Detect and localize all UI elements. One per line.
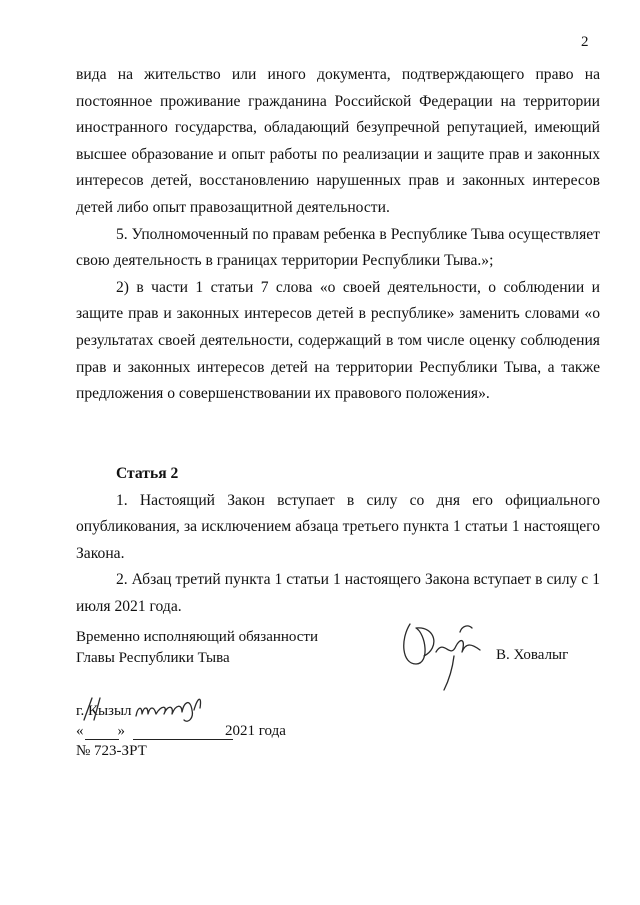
signer-title-line-2: Главы Республики Тыва xyxy=(76,650,230,666)
law-text xyxy=(76,62,600,620)
date-day-underline xyxy=(85,739,119,740)
signer-title-line-1: Временно исполняющий обязанности xyxy=(76,629,319,645)
paragraph-item-5: 5. Уполномоченный по правам ребенка в Республике Тыва осуществляет свою деятельность в границах территории Республики Тыва.»; xyxy=(76,225,600,270)
date-year: 2021 года xyxy=(225,723,286,739)
date-open-quote: « xyxy=(76,723,84,739)
article-2-heading: Статья 2 xyxy=(116,464,179,482)
page-number: 2 xyxy=(581,34,589,50)
spacer xyxy=(76,408,600,435)
paragraph-continuation: вида на жительство или иного документа, подтверждающего право на постоянное проживание гражданина Российской Федерации на территории иностранного государства, обладающий безупречной репутацией, имеющий высшее образование и опыт работы по реализации и защите прав и законных интересов детей, восстановлению нарушенных прав и законных интересов детей либо опыт правозащитной деятельности. xyxy=(76,66,600,216)
city: г. Кызыл xyxy=(76,703,132,719)
signer-name: В. Ховалыг xyxy=(496,647,569,663)
paragraph-item-2: 2) в части 1 статьи 7 слова «о своей деятельности, о соблюдении и защите прав и законных интересов детей в республике» заменить словами «о результатах своей деятельности, содержащий в том числе оценку соблюдения прав и законных интересов детей на территории Республики Тыва, а также предложения о совершенствовании их правового положения». xyxy=(76,278,600,403)
signer-title xyxy=(76,627,318,669)
date-month-underline xyxy=(133,739,233,740)
handwritten-signature xyxy=(396,612,492,692)
article-2-item-1: 1. Настоящий Закон вступает в силу со дня его официального опубликования, за исключением абзаца третьего пункта 1 статьи 1 настоящего Закона. xyxy=(76,491,600,562)
law-number: № 723-ЗРТ xyxy=(76,743,147,759)
date-close-quote: » xyxy=(117,723,125,739)
spacer xyxy=(76,434,600,461)
article-2-item-2: 2. Абзац третий пункта 1 статьи 1 настоящего Закона вступает в силу с 1 июля 2021 года. xyxy=(76,571,600,615)
handwritten-date xyxy=(78,690,218,726)
